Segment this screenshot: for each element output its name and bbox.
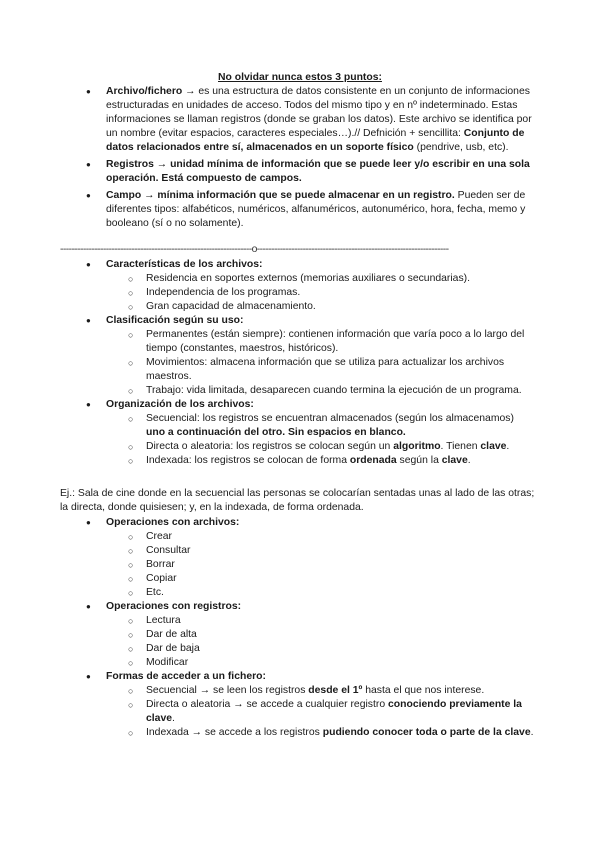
list-item: ○ Dar de alta	[60, 628, 535, 642]
list-item-acceso-indexada: ○ Indexada → se accede a los registros pudiendo conocer toda o parte de la clave.	[60, 726, 535, 740]
list-item-secuencial: ○ Secuencial: los registros se encuentran almacenados (según los almacenamos) uno a continuación del otro. Sin espacios en blanco.	[60, 412, 535, 440]
list-item: ○ Borrar	[60, 558, 535, 572]
list-item: ○ Lectura	[60, 614, 535, 628]
list-item: ○ Etc.	[60, 586, 535, 600]
list-item-archivo: ● Archivo/fichero → es una estructura de datos consistente en un conjunto de informaciones estructuradas en unidades de acceso. Todos del mismo tipo y en nº indeterminado. Estas informaciones se llaman registros (donde se graban los datos). Este archivo se identifica por un nombre (evitar espacios, caracteres especiales…).// Defnición + sencillita: Conjunto de datos relacionados entre sí, almacenados en un soporte físico (pendrive, usb, etc).	[60, 85, 535, 155]
example-paragraph: Ej.: Sala de cine donde en la secuencial las personas se colocarían sentadas unas al lado de las otras; la directa, donde quisiesen; y, en la indexada, de forma ordenada.	[60, 488, 535, 513]
list-item: ○ Permanentes (están siempre): contienen información que varía poco a lo largo del tiempo (constantes, maestros, históricos).	[60, 328, 535, 356]
list-item-campo: ● Campo → mínima información que se puede almacenar en un registro. Pueden ser de diferentes tipos: alfabéticos, numéricos, alfanuméricos, autonumérico, hora, fecha, memo y booleano (sí o no solamente).	[60, 189, 535, 231]
operations-section	[60, 516, 535, 740]
organization-heading: ● Organización de los archivos:	[60, 398, 535, 412]
characteristics-section	[60, 258, 535, 468]
section-separator: -------------------------------------------------------------------o-------------------------------------------------------------------	[60, 244, 449, 255]
page-title: No olvidar nunca estos 3 puntos:	[218, 72, 382, 83]
record-operations-heading: ● Operaciones con registros:	[60, 600, 535, 614]
list-item: ○ Modificar	[60, 656, 535, 670]
list-item-directa: ○ Directa o aleatoria: los registros se colocan según un algoritmo. Tienen clave.	[60, 440, 535, 454]
list-item: ○ Crear	[60, 530, 535, 544]
file-operations-heading: ● Operaciones con archivos:	[60, 516, 535, 530]
list-item: ○ Gran capacidad de almacenamiento.	[60, 300, 535, 314]
list-item: ○ Copiar	[60, 572, 535, 586]
list-item-acceso-secuencial: ○ Secuencial → se leen los registros desde el 1º hasta el que nos interese.	[60, 684, 535, 698]
access-heading: ● Formas de acceder a un fichero:	[60, 670, 535, 684]
list-item: ○ Dar de baja	[60, 642, 535, 656]
list-item-indexada: ○ Indexada: los registros se colocan de forma ordenada según la clave.	[60, 454, 535, 468]
list-item: ○ Independencia de los programas.	[60, 286, 535, 300]
list-item: ○ Residencia en soportes externos (memorias auxiliares o secundarias).	[60, 272, 535, 286]
list-item: ○ Movimientos: almacena información que se utiliza para actualizar los archivos maestros.	[60, 356, 535, 384]
list-item: ○ Trabajo: vida limitada, desaparecen cuando termina la ejecución de un programa.	[60, 384, 535, 398]
list-item-acceso-directa: ○ Directa o aleatoria → se accede a cualquier registro conociendo previamente la clave.	[60, 698, 535, 726]
key-points-list	[60, 85, 535, 231]
list-item: ○ Consultar	[60, 544, 535, 558]
classification-heading: ● Clasificación según su uso:	[60, 314, 535, 328]
list-item-registros: ● Registros → unidad mínima de información que se puede leer y/o escribir en una sola operación. Está compuesto de campos.	[60, 158, 535, 186]
characteristics-heading: ● Características de los archivos:	[60, 258, 535, 272]
